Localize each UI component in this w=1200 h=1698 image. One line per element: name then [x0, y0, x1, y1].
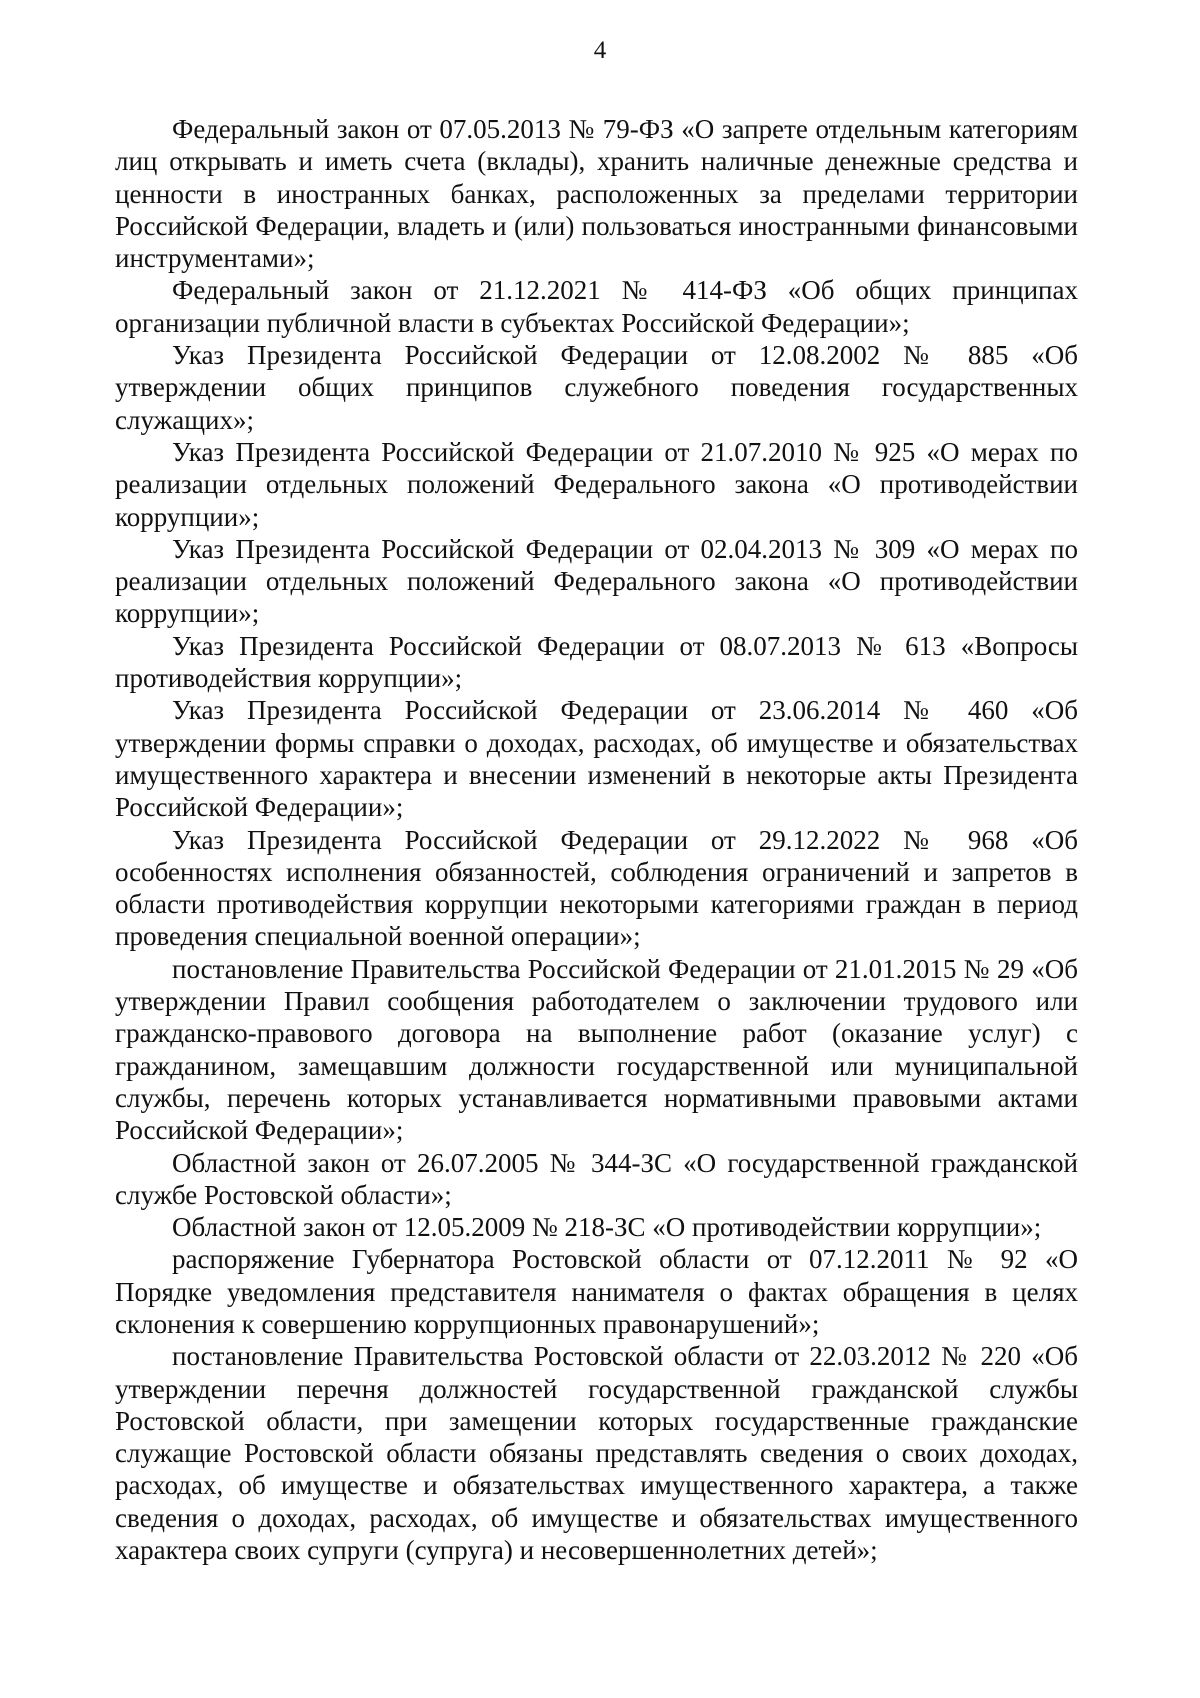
paragraph-government-resolution-29: постановление Правительства Российской Федерации от 21.01.2015 № 29 «Об утверждении Правил сообщения работодателем о заключении трудового или гражданско-правового договора на выполнение работ (оказание услуг) с гражданином, замещавшим должности государственной или муниципальной службы, перечень которых устанавливается нормативными правовыми актами Российской Федерации»;	[115, 953, 1078, 1146]
paragraph-federal-law-414fz: Федеральный закон от 21.12.2021 № 414-ФЗ «Об общих принципах организации публичной власти в субъектах Российской Федерации»;	[115, 275, 1078, 338]
paragraph-decree-460: Указ Президента Российской Федерации от 23.06.2014 № 460 «Об утверждении формы справки о доходах, расходах, об имуществе и обязательствах имущественного характера и внесении изменений в некоторые акты Президента Российской Федерации»;	[115, 695, 1078, 823]
paragraph-regional-resolution-220: постановление Правительства Ростовской области от 22.03.2012 № 220 «Об утверждении перечня должностей государственной гражданской службы Ростовской области, при замещении которых государственные гражданские служащие Ростовской области обязаны представлять сведения о своих доходах, расходах, об имуществе и обязательствах имущественного характера, а также сведения о доходах, расходах, об имуществе и обязательствах имущественного характера своих супруги (супруга) и несовершеннолетних детей»;	[115, 1341, 1078, 1566]
paragraph-decree-925: Указ Президента Российской Федерации от 21.07.2010 № 925 «О мерах по реализации отдельных положений Федерального закона «О противодействии коррупции»;	[115, 436, 1078, 532]
paragraph-decree-309: Указ Президента Российской Федерации от 02.04.2013 № 309 «О мерах по реализации отдельных положений Федерального закона «О противодействии коррупции»;	[115, 533, 1078, 629]
document-body	[115, 113, 1078, 1566]
paragraph-decree-968: Указ Президента Российской Федерации от 29.12.2022 № 968 «Об особенностях исполнения обязанностей, соблюдения ограничений и запретов в области противодействия коррупции некоторыми категориями граждан в период проведения специальной военной операции»;	[115, 824, 1078, 952]
paragraph-federal-law-79fz: Федеральный закон от 07.05.2013 № 79-ФЗ «О запрете отдельным категориям лиц открывать и иметь счета (вклады), хранить наличные денежные средства и ценности в иностранных банках, расположенных за пределами территории Российской Федерации, владеть и (или) пользоваться иностранными финансовыми инструментами»;	[115, 114, 1078, 274]
paragraph-regional-law-344zs: Областной закон от 26.07.2005 № 344-ЗС «О государственной гражданской службе Ростовской области»;	[115, 1147, 1078, 1210]
page-number: 4	[593, 37, 607, 64]
paragraph-regional-law-218zs: Областной закон от 12.05.2009 № 218-ЗС «О противодействии коррупции»;	[172, 1212, 1042, 1243]
paragraph-decree-885: Указ Президента Российской Федерации от 12.08.2002 № 885 «Об утверждении общих принципов служебного поведения государственных служащих»;	[115, 340, 1078, 435]
paragraph-decree-613: Указ Президента Российской Федерации от 08.07.2013 № 613 «Вопросы противодействия коррупции»;	[115, 630, 1078, 694]
paragraph-governor-order-92: распоряжение Губернатора Ростовской области от 07.12.2011 № 92 «О Порядке уведомления представителя нанимателя о фактах обращения в целях склонения к совершению коррупционных правонарушений»;	[115, 1244, 1078, 1339]
